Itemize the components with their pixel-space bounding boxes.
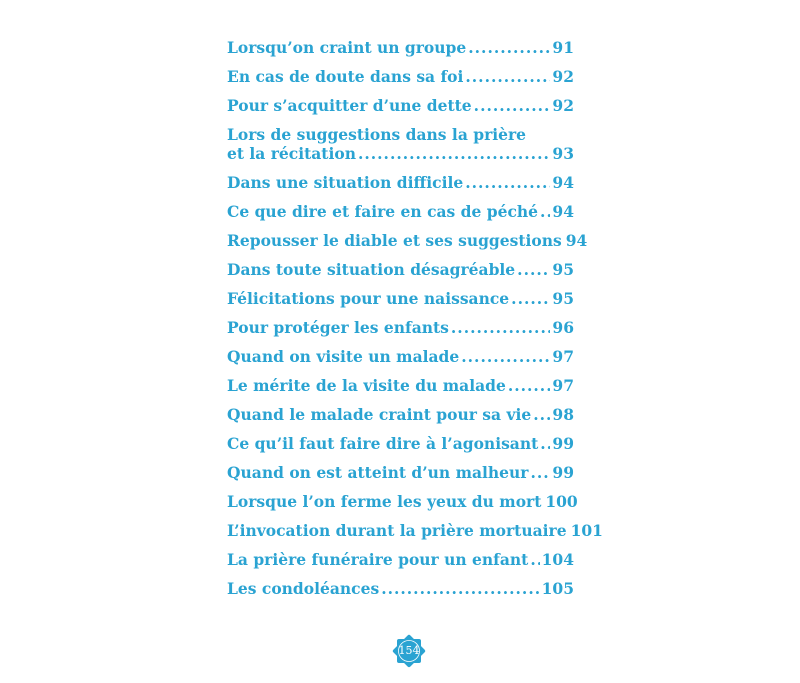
toc-entry-page: 92 bbox=[552, 96, 574, 115]
toc-entry-page: 95 bbox=[552, 260, 574, 279]
toc-entry-page: 99 bbox=[552, 463, 574, 482]
dot-leader bbox=[461, 347, 550, 366]
dot-leader bbox=[358, 144, 550, 163]
toc-entry-page: 91 bbox=[552, 38, 574, 57]
toc-entry-page: 104 bbox=[541, 550, 574, 569]
toc-entry bbox=[227, 550, 574, 579]
toc-entry-title: Lorsque l’on ferme les yeux du mort bbox=[227, 492, 542, 511]
toc-entry-title: Quand on visite un malade bbox=[227, 347, 460, 366]
toc-entry-title: Félicitations pour une naissance bbox=[227, 289, 510, 308]
toc-entry-title: Ce qu’il faut faire dire à l’agonisant bbox=[227, 434, 539, 453]
toc-entry bbox=[227, 96, 574, 125]
toc-entry-page: 100 bbox=[545, 492, 578, 511]
toc-entry-page: 95 bbox=[552, 289, 574, 308]
toc-entry bbox=[227, 38, 574, 67]
dot-leader bbox=[465, 173, 550, 192]
toc-entry bbox=[227, 260, 574, 289]
toc-entry bbox=[227, 521, 603, 550]
toc-entry-page: 94 bbox=[552, 202, 574, 221]
toc-entry bbox=[227, 289, 574, 318]
toc-entry-title: Lors de suggestions dans la prière bbox=[227, 125, 527, 144]
toc-entry-title: Le mérite de la visite du malade bbox=[227, 376, 506, 395]
toc-entry-page: 96 bbox=[552, 318, 574, 337]
toc-entry-title: Dans toute situation désagréable bbox=[227, 260, 516, 279]
dot-leader bbox=[511, 289, 550, 308]
toc-entry bbox=[227, 318, 574, 347]
toc-entry-page: 97 bbox=[552, 347, 574, 366]
toc-entry-title: Quand on est atteint d’un malheur bbox=[227, 463, 529, 482]
dot-leader bbox=[381, 579, 539, 598]
dot-leader bbox=[517, 260, 550, 279]
toc-entry bbox=[227, 434, 574, 463]
toc-entry bbox=[227, 67, 574, 96]
toc-entry bbox=[227, 347, 574, 376]
table-of-contents bbox=[227, 38, 603, 608]
dot-leader bbox=[540, 434, 550, 453]
toc-entry-title: Quand le malade craint pour sa vie bbox=[227, 405, 532, 424]
toc-entry bbox=[227, 405, 574, 434]
dot-leader bbox=[508, 376, 551, 395]
dot-leader bbox=[468, 38, 550, 57]
toc-entry-title: Pour s’acquitter d’une dette bbox=[227, 96, 472, 115]
toc-entry-page: 94 bbox=[565, 231, 588, 250]
toc-entry-title: Repousser le diable et ses suggestions bbox=[227, 231, 562, 250]
toc-entry bbox=[227, 376, 574, 405]
toc-entry-page: 105 bbox=[541, 579, 574, 598]
toc-entry-page: 92 bbox=[552, 67, 574, 86]
dot-leader bbox=[530, 550, 539, 569]
toc-entry-title: Lorsqu’on craint un groupe bbox=[227, 38, 467, 57]
toc-entry-page: 101 bbox=[570, 521, 603, 540]
toc-entry-title: L’invocation durant la prière mortuaire bbox=[227, 521, 567, 540]
toc-entry bbox=[227, 492, 578, 521]
toc-entry bbox=[227, 463, 574, 492]
toc-entry-page: 99 bbox=[552, 434, 574, 453]
dot-leader bbox=[540, 202, 550, 221]
toc-entry-title: Dans une situation difficile bbox=[227, 173, 464, 192]
toc-entry bbox=[227, 579, 574, 608]
toc-entry-title-continued: et la récitation bbox=[227, 144, 356, 163]
toc-entry-title: La prière funéraire pour un enfant bbox=[227, 550, 529, 569]
dot-leader bbox=[474, 96, 551, 115]
toc-entry bbox=[227, 125, 574, 173]
toc-entry-title: Ce que dire et faire en cas de péché bbox=[227, 202, 539, 221]
dot-leader bbox=[530, 463, 550, 482]
page-number: 154 bbox=[398, 644, 420, 657]
toc-entry-title: En cas de doute dans sa foi bbox=[227, 67, 464, 86]
dot-leader bbox=[533, 405, 550, 424]
toc-entry-page: 98 bbox=[552, 405, 574, 424]
toc-entry bbox=[227, 202, 574, 231]
toc-entry-title: Pour protéger les enfants bbox=[227, 318, 449, 337]
dot-leader bbox=[465, 67, 550, 86]
toc-entry-title: Les condoléances bbox=[227, 579, 380, 598]
toc-entry-page: 97 bbox=[552, 376, 574, 395]
toc-entry bbox=[227, 231, 588, 260]
toc-entry-page: 93 bbox=[552, 144, 574, 163]
toc-entry bbox=[227, 173, 574, 202]
toc-entry-page: 94 bbox=[552, 173, 574, 192]
dot-leader bbox=[451, 318, 551, 337]
page-number-badge bbox=[391, 633, 427, 669]
